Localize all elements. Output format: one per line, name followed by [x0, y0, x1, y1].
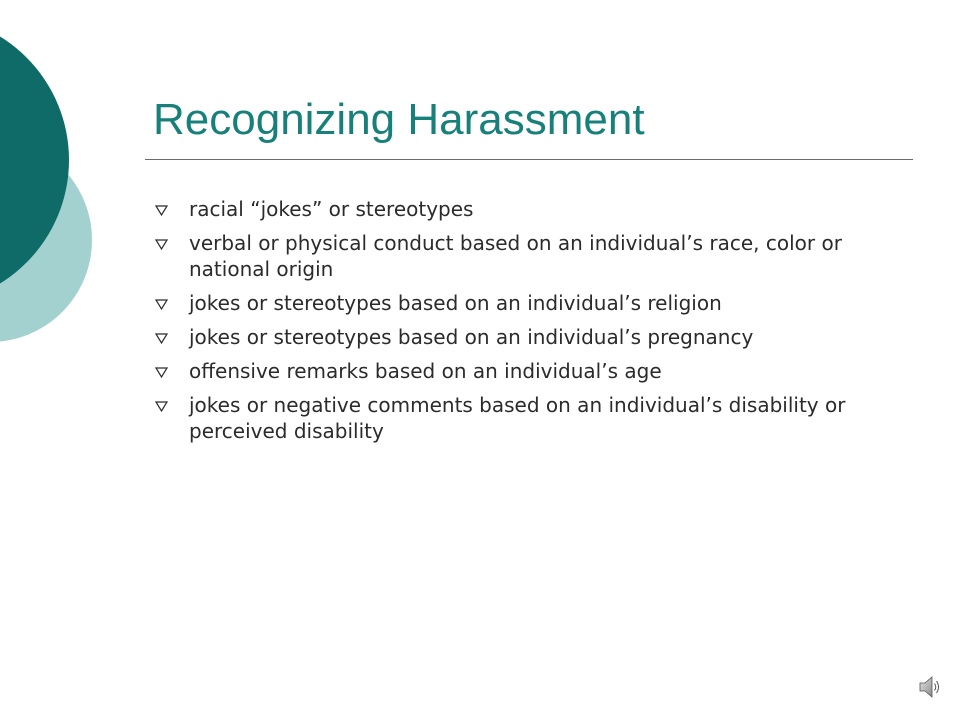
hollow-triangle-icon [155, 239, 168, 250]
hollow-triangle-icon [155, 367, 168, 378]
speaker-icon[interactable] [919, 674, 941, 700]
bullet-text: verbal or physical conduct based on an individual’s race, color or national origin [189, 231, 842, 281]
title-divider [145, 159, 913, 160]
bullet-item [155, 324, 915, 350]
bullet-item [155, 230, 915, 282]
bullet-text: jokes or stereotypes based on an individual’s pregnancy [189, 325, 754, 349]
slide-title: Recognizing Harassment [153, 95, 645, 144]
decorative-circles [0, 0, 120, 400]
bullet-text: offensive remarks based on an individual’s age [189, 359, 662, 383]
hollow-triangle-icon [155, 333, 168, 344]
bullet-list [155, 196, 915, 452]
bullet-text: racial “jokes” or stereotypes [189, 197, 474, 221]
bullet-item [155, 392, 915, 444]
hollow-triangle-icon [155, 401, 168, 412]
hollow-triangle-icon [155, 205, 168, 216]
bullet-item [155, 290, 915, 316]
hollow-triangle-icon [155, 299, 168, 310]
bullet-text: jokes or negative comments based on an individual’s disability or perceived disability [189, 393, 846, 443]
bullet-item [155, 196, 915, 222]
bullet-text: jokes or stereotypes based on an individual’s religion [189, 291, 722, 315]
bullet-item [155, 358, 915, 384]
